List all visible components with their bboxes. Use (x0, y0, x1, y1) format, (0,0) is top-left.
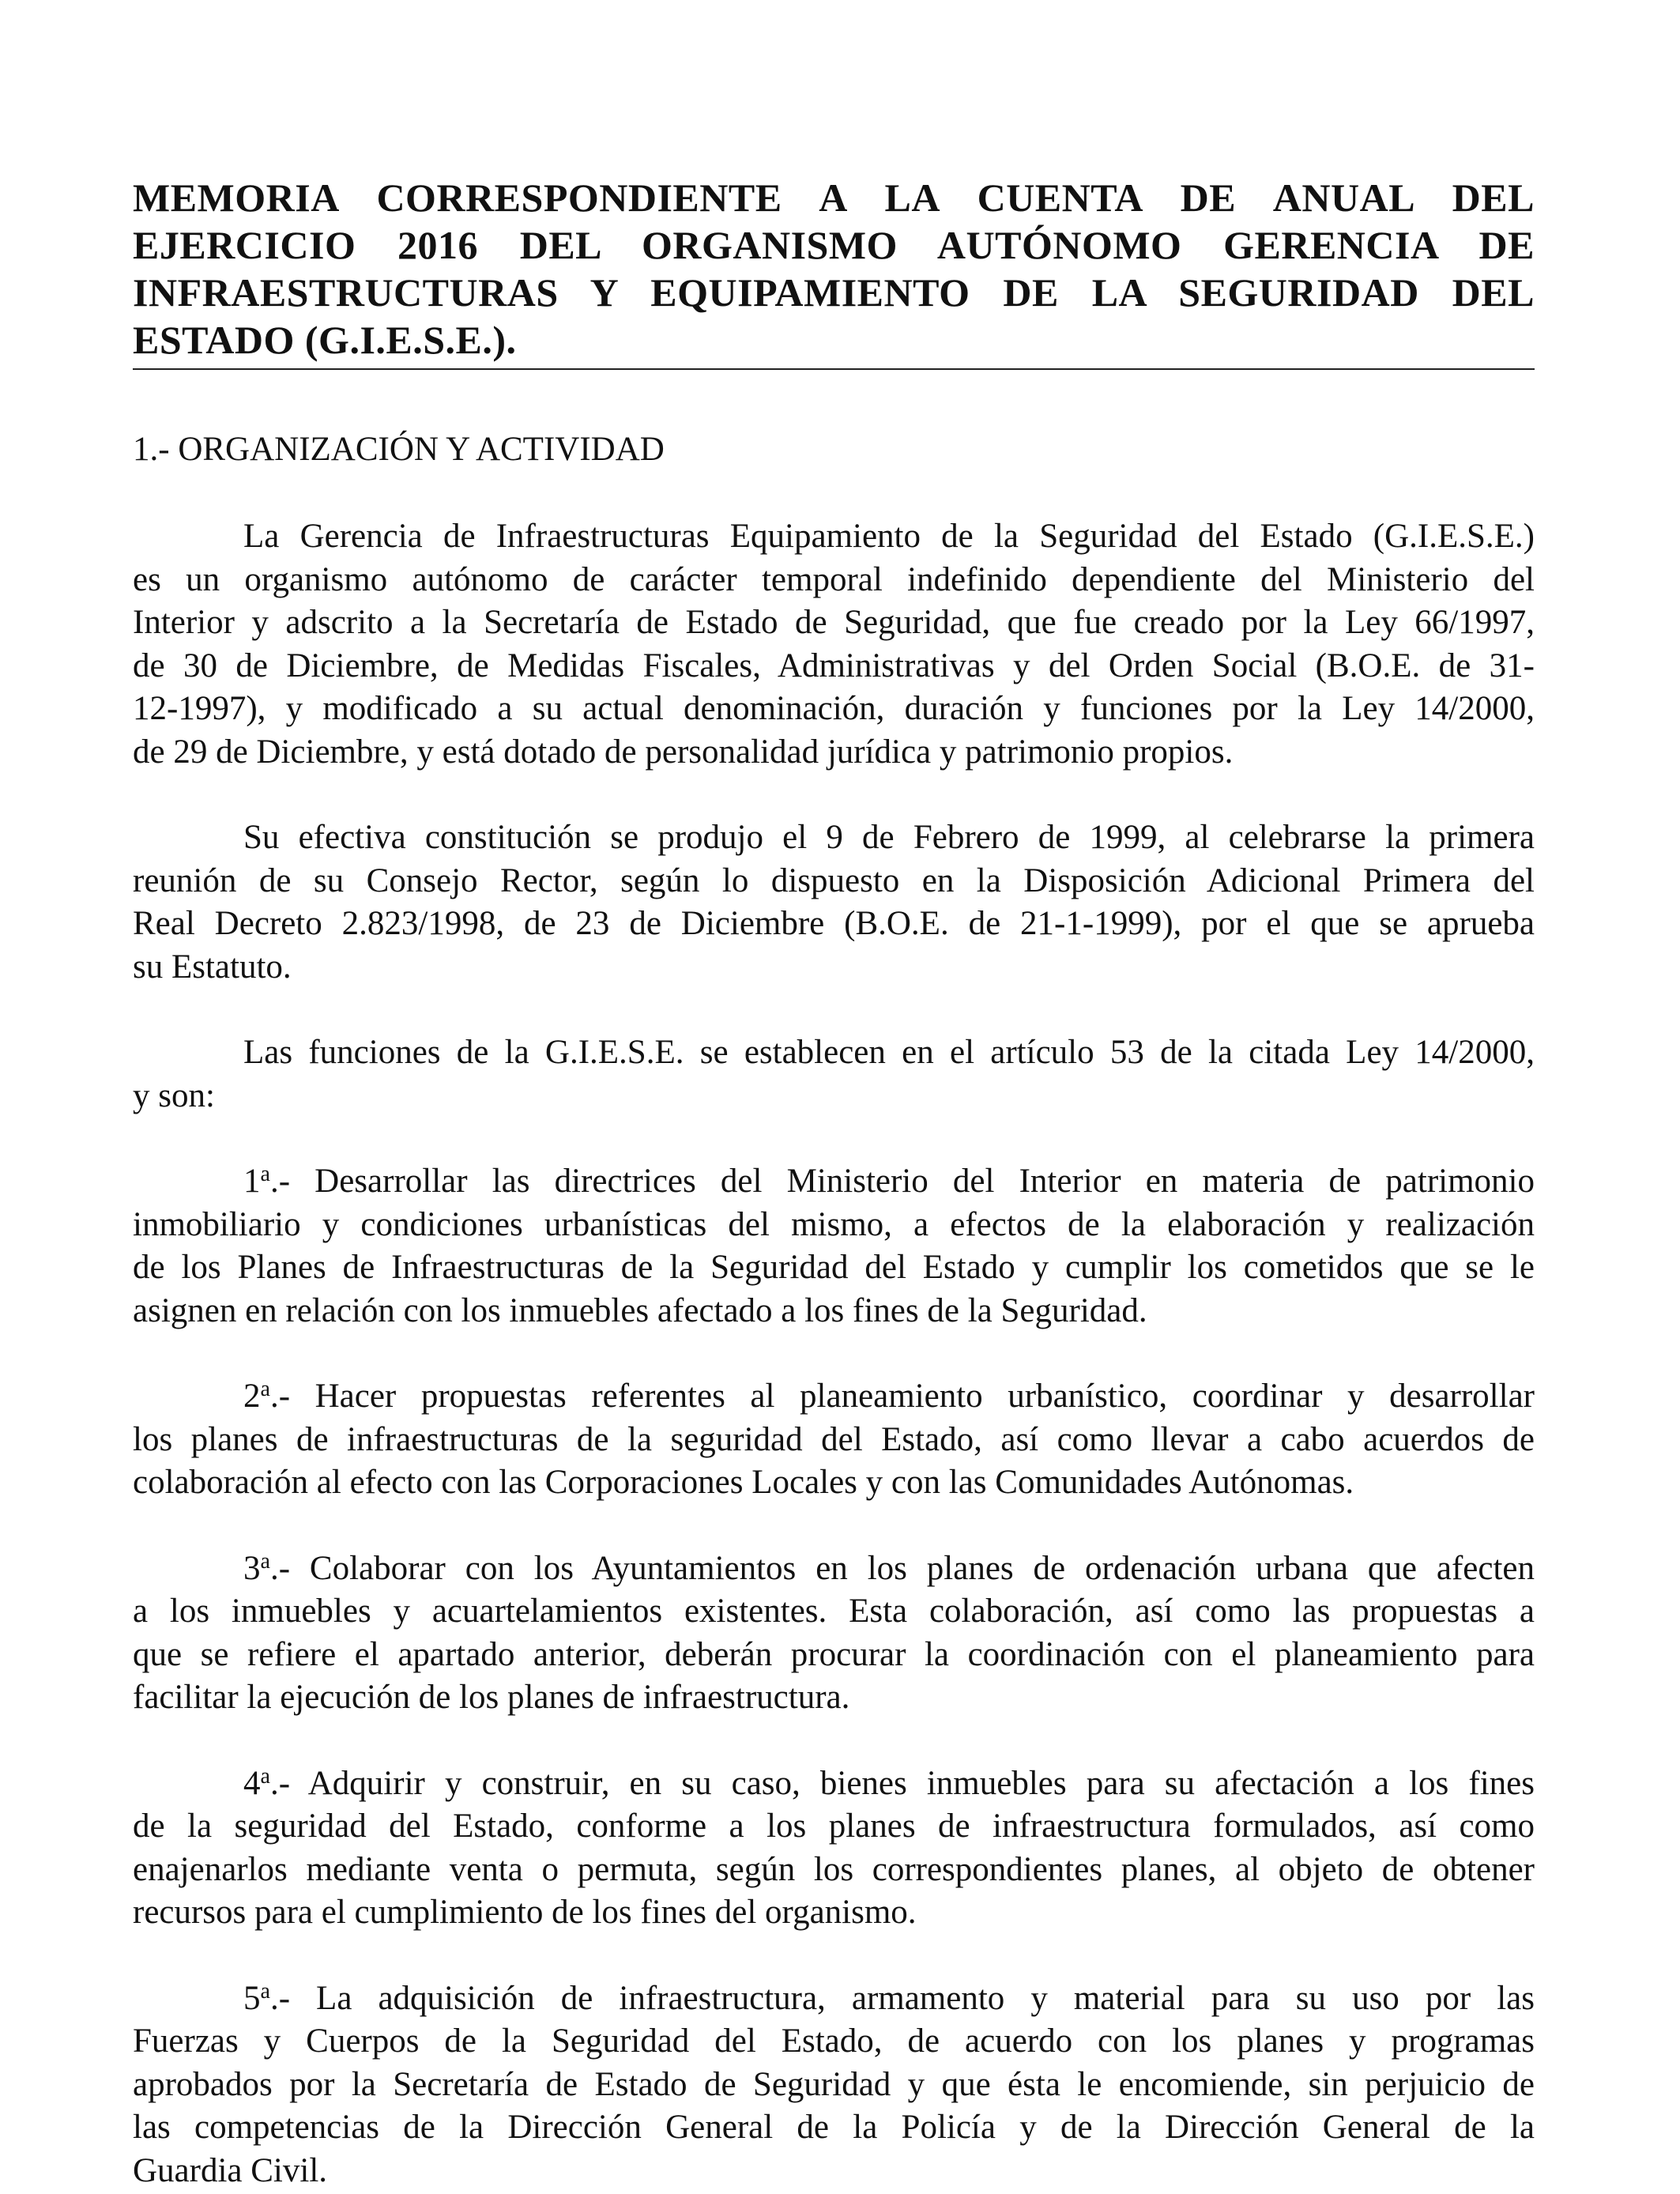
paragraph-line: colaboración al efecto con las Corporaciones Locales y con las Comunidades Autónomas. (133, 1464, 1354, 1501)
paragraph-line: las competencias de la Dirección General de la Policía y de la Dirección General de la (133, 2109, 1535, 2146)
paragraph-line: su Estatuto. (133, 948, 292, 986)
paragraph-line (133, 1375, 1535, 1419)
document-page (133, 174, 1535, 2192)
item-number: 3 (243, 1549, 261, 1587)
paragraph-line (133, 1762, 1535, 1806)
paragraph-line: y son: (133, 1076, 215, 1114)
item-first-text: .- Adquirir y construir, en su caso, bienes inmuebles para su afectación a los fines (269, 1764, 1535, 1802)
function-item-2 (133, 1375, 1535, 1505)
paragraph-line: de los Planes de Infraestructuras de la Seguridad del Estado y cumplir los cometidos que se le (133, 1249, 1535, 1286)
item-ordinal: a (260, 1763, 270, 1789)
paragraph-line: Real Decreto 2.823/1998, de 23 de Diciembre (B.O.E. de 21-1-1999), por el que se aprueba (133, 905, 1535, 942)
paragraph-line: enajenarlos mediante venta o permuta, según los correspondientes planes, al objeto de obtener (133, 1850, 1535, 1888)
paragraph-line: La Gerencia de Infraestructuras Equipamiento de la Seguridad del Estado (G.I.E.S.E.) (243, 518, 1535, 555)
item-number: 2 (243, 1378, 261, 1415)
title-line: INFRAESTRUCTURAS Y EQUIPAMIENTO DE LA SEGURIDAD DEL (133, 270, 1535, 315)
paragraph-line (133, 1160, 1535, 1204)
item-number: 5 (243, 1979, 261, 2017)
paragraph-line: Guardia Civil. (133, 2151, 328, 2189)
paragraph-line: Las funciones de la G.I.E.S.E. se establecen en el artículo 53 de la citada Ley 14/2000, (243, 1034, 1535, 1071)
paragraph-functions-intro (133, 1031, 1535, 1118)
item-first-text: .- Colaborar con los Ayuntamientos en los planes de ordenación urbana que afecten (269, 1549, 1535, 1587)
paragraph-line: reunión de su Consejo Rector, según lo dispuesto en la Disposición Adicional Primera del (133, 861, 1535, 899)
function-item-3 (133, 1547, 1535, 1720)
paragraph-line (133, 1977, 1535, 2021)
section-heading: 1.- ORGANIZACIÓN Y ACTIVIDAD (133, 431, 665, 468)
paragraph-line: de 29 de Diciembre, y está dotado de personalidad jurídica y patrimonio propios. (133, 733, 1234, 771)
paragraph-line: facilitar la ejecución de los planes de infraestructura. (133, 1679, 850, 1716)
paragraph-line: inmobiliario y condiciones urbanísticas del mismo, a efectos de la elaboración y realización (133, 1205, 1535, 1243)
paragraph-line: 12-1997), y modificado a su actual denominación, duración y funciones por la Ley 14/2000, (133, 690, 1535, 727)
paragraph-line: asignen en relación con los inmuebles afectado a los fines de la Seguridad. (133, 1291, 1147, 1329)
paragraph-line: Su efectiva constitución se produjo el 9 de Febrero de 1999, al celebrarse la primera (243, 819, 1535, 856)
paragraph-line: Interior y adscrito a la Secretaría de Estado de Seguridad, que fue creado por la Ley 66/1997, (133, 604, 1535, 641)
function-item-4 (133, 1762, 1535, 1935)
paragraph-line: de la seguridad del Estado, conforme a los planes de infraestructura formulados, así como (133, 1808, 1535, 1845)
item-first-text: .- Desarrollar las directrices del Ministerio del Interior en materia de patrimonio (269, 1163, 1535, 1200)
paragraph-line: a los inmuebles y acuartelamientos existentes. Esta colaboración, así como las propuestas a (133, 1593, 1535, 1630)
paragraph-line: Fuerzas y Cuerpos de la Seguridad del Estado, de acuerdo con los planes y programas (133, 2022, 1535, 2060)
paragraph-line: los planes de infraestructuras de la seguridad del Estado, así como llevar a cabo acuerdos de (133, 1420, 1535, 1458)
item-first-text: .- Hacer propuestas referentes al planeamiento urbanístico, coordinar y desarrollar (269, 1378, 1535, 1415)
item-ordinal: a (260, 1162, 270, 1186)
title-line: EJERCICIO 2016 DEL ORGANISMO AUTÓNOMO GERENCIA DE (133, 223, 1535, 267)
item-ordinal: a (260, 1978, 270, 2004)
paragraph-line: que se refiere el apartado anterior, deberán procurar la coordinación con el planeamiento para (133, 1635, 1535, 1673)
item-number: 4 (243, 1764, 261, 1802)
paragraph-constitution (133, 816, 1535, 989)
document-title (133, 174, 1535, 370)
paragraph-line: de 30 de Diciembre, de Medidas Fiscales, Administrativas y del Orden Social (B.O.E. de 31- (133, 647, 1535, 684)
paragraph-line (133, 1547, 1535, 1591)
item-ordinal: a (260, 1548, 270, 1574)
paragraph-organization (133, 515, 1535, 774)
title-line: MEMORIA CORRESPONDIENTE A LA CUENTA DE ANUAL DEL (133, 175, 1535, 220)
title-line: ESTADO (G.I.E.S.E.). (133, 318, 517, 362)
paragraph-line: es un organismo autónomo de carácter temporal indefinido dependiente del Ministerio del (133, 560, 1535, 598)
function-item-5 (133, 1977, 1535, 2193)
item-first-text: .- La adquisición de infraestructura, armamento y material para su uso por las (269, 1979, 1535, 2017)
item-ordinal: a (260, 1377, 270, 1401)
paragraph-line: recursos para el cumplimiento de los fines del organismo. (133, 1894, 917, 1931)
paragraph-line: aprobados por la Secretaría de Estado de Seguridad y que ésta le encomiende, sin perjuicio de (133, 2065, 1535, 2103)
function-item-1 (133, 1160, 1535, 1333)
item-number: 1 (243, 1163, 261, 1200)
